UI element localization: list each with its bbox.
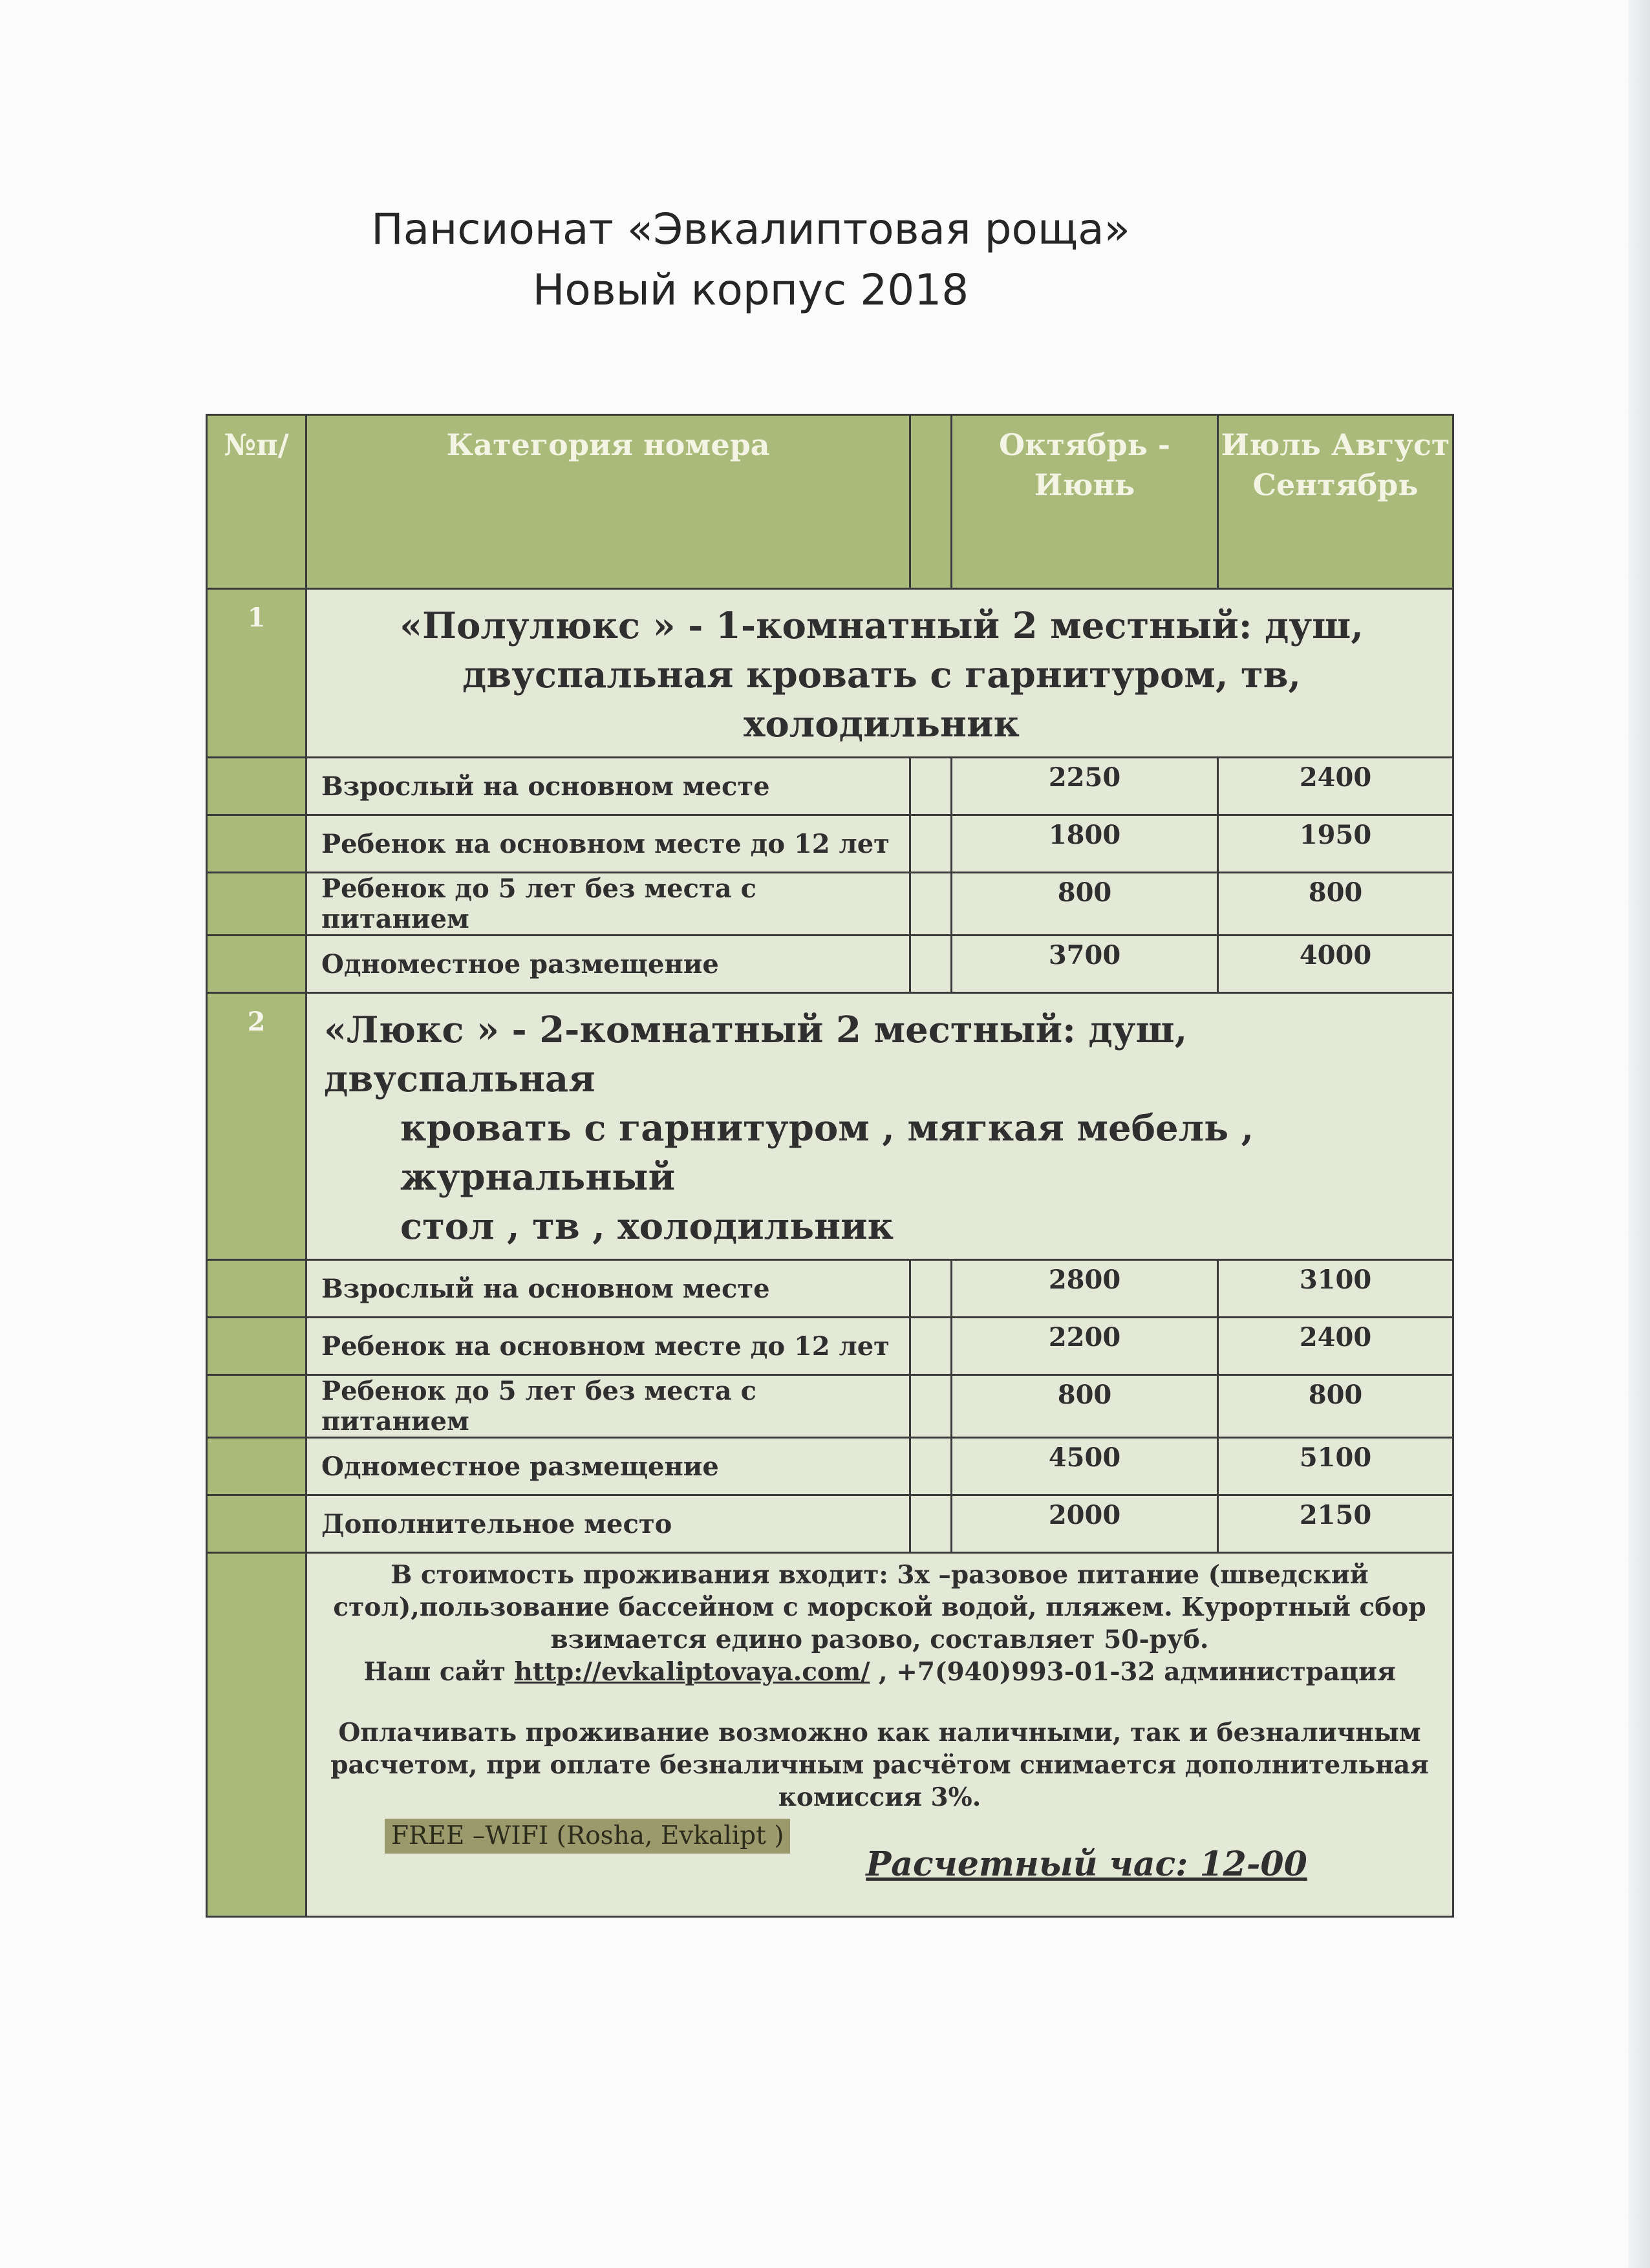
rate-season2: 2150 (1218, 1495, 1453, 1553)
rate-season2: 1950 (1218, 815, 1453, 873)
room-row (207, 589, 1453, 758)
rate-season1: 2800 (952, 1260, 1218, 1318)
price-table (206, 414, 1454, 1918)
rate-season2: 5100 (1218, 1438, 1453, 1495)
rate-season1: 800 (952, 873, 1218, 936)
scan-edge (1628, 0, 1650, 2268)
rate-season1: 1800 (952, 815, 1218, 873)
page-subtitle: Новый корпус 2018 (532, 265, 969, 315)
rate-label: Взрослый на основном месте (306, 1260, 910, 1318)
rate-label: Ребенок до 5 лет без места с питанием (306, 1375, 910, 1438)
rate-season2: 3100 (1218, 1260, 1453, 1318)
payment-note: Оплачивать проживание возможно как наличными, так и безналичным расчетом, при оплате безналичным расчётом снимается дополнительная комиссия 3%. (330, 1718, 1429, 1812)
rate-label: Одноместное размещение (306, 1438, 910, 1495)
site-line (320, 1656, 1439, 1688)
site-contact: , +7(940)993-01-32 администрация (879, 1657, 1396, 1687)
rate-season1: 800 (952, 1375, 1218, 1438)
table-row (207, 1260, 1453, 1318)
room-row (207, 993, 1453, 1260)
site-link[interactable]: http://evkaliptovaya.com/ (514, 1657, 870, 1687)
rate-label: Взрослый на основном месте (306, 758, 910, 815)
room-number: 2 (207, 993, 306, 1260)
room-number: 1 (207, 589, 306, 758)
rate-season1: 2250 (952, 758, 1218, 815)
table-row (207, 758, 1453, 815)
rate-season2: 2400 (1218, 1318, 1453, 1375)
room-title-line: кровать с гарнитуром , мягкая мебель , журнальный (400, 1107, 1254, 1199)
header-season2: Июль Август Сентябрь (1218, 415, 1453, 589)
rate-label: Ребенок на основном месте до 12 лет (306, 815, 910, 873)
rate-season1: 2000 (952, 1495, 1218, 1553)
wifi-note: FREE –WIFI (Rosha, Evkalipt ) (385, 1819, 790, 1854)
table-row (207, 1495, 1453, 1553)
notes-cell (306, 1553, 1453, 1917)
checkout-time: Расчетный час: 12-00 (866, 1845, 1307, 1884)
rate-season1: 3700 (952, 936, 1218, 993)
rate-label: Одноместное размещение (306, 936, 910, 993)
site-prefix: Наш сайт (363, 1657, 506, 1687)
rate-season2: 4000 (1218, 936, 1453, 993)
rate-season1: 2200 (952, 1318, 1218, 1375)
room-title-line: «Люкс » - 2-комнатный 2 местный: душ, двуспальная (324, 1009, 1188, 1100)
page-title: Пансионат «Эвкалиптовая роща» (371, 204, 1130, 254)
rate-season2: 2400 (1218, 758, 1453, 815)
header-num: №п/ (207, 415, 306, 589)
table-row (207, 1438, 1453, 1495)
room-title (306, 993, 1453, 1260)
room-title-line: стол , тв , холодильник (400, 1205, 894, 1248)
table-row (207, 936, 1453, 993)
table-row (207, 1318, 1453, 1375)
header-season1: Октябрь - Июнь (952, 415, 1218, 589)
table-row (207, 873, 1453, 936)
rate-season2: 800 (1218, 873, 1453, 936)
rate-label: Дополнительное место (306, 1495, 910, 1553)
header-category: Категория номера (306, 415, 910, 589)
rate-label: Ребенок на основном месте до 12 лет (306, 1318, 910, 1375)
table-row (207, 815, 1453, 873)
included-note: В стоимость проживания входит: 3х –разовое питание (шведский стол),пользование бассейном с морской водой, пляжем. Курортный сбор взимается едино разово, составляет 50-руб. (333, 1560, 1426, 1654)
notes-row (207, 1553, 1453, 1917)
table-header-row (207, 415, 1453, 589)
header-spacer (910, 415, 952, 589)
rate-label: Ребенок до 5 лет без места с питанием (306, 873, 910, 936)
room-title: «Полулюкс » - 1-комнатный 2 местный: душ, двуспальная кровать с гарнитуром, тв, холодильник (306, 589, 1453, 758)
rate-season2: 800 (1218, 1375, 1453, 1438)
table-row (207, 1375, 1453, 1438)
rate-season1: 4500 (952, 1438, 1218, 1495)
